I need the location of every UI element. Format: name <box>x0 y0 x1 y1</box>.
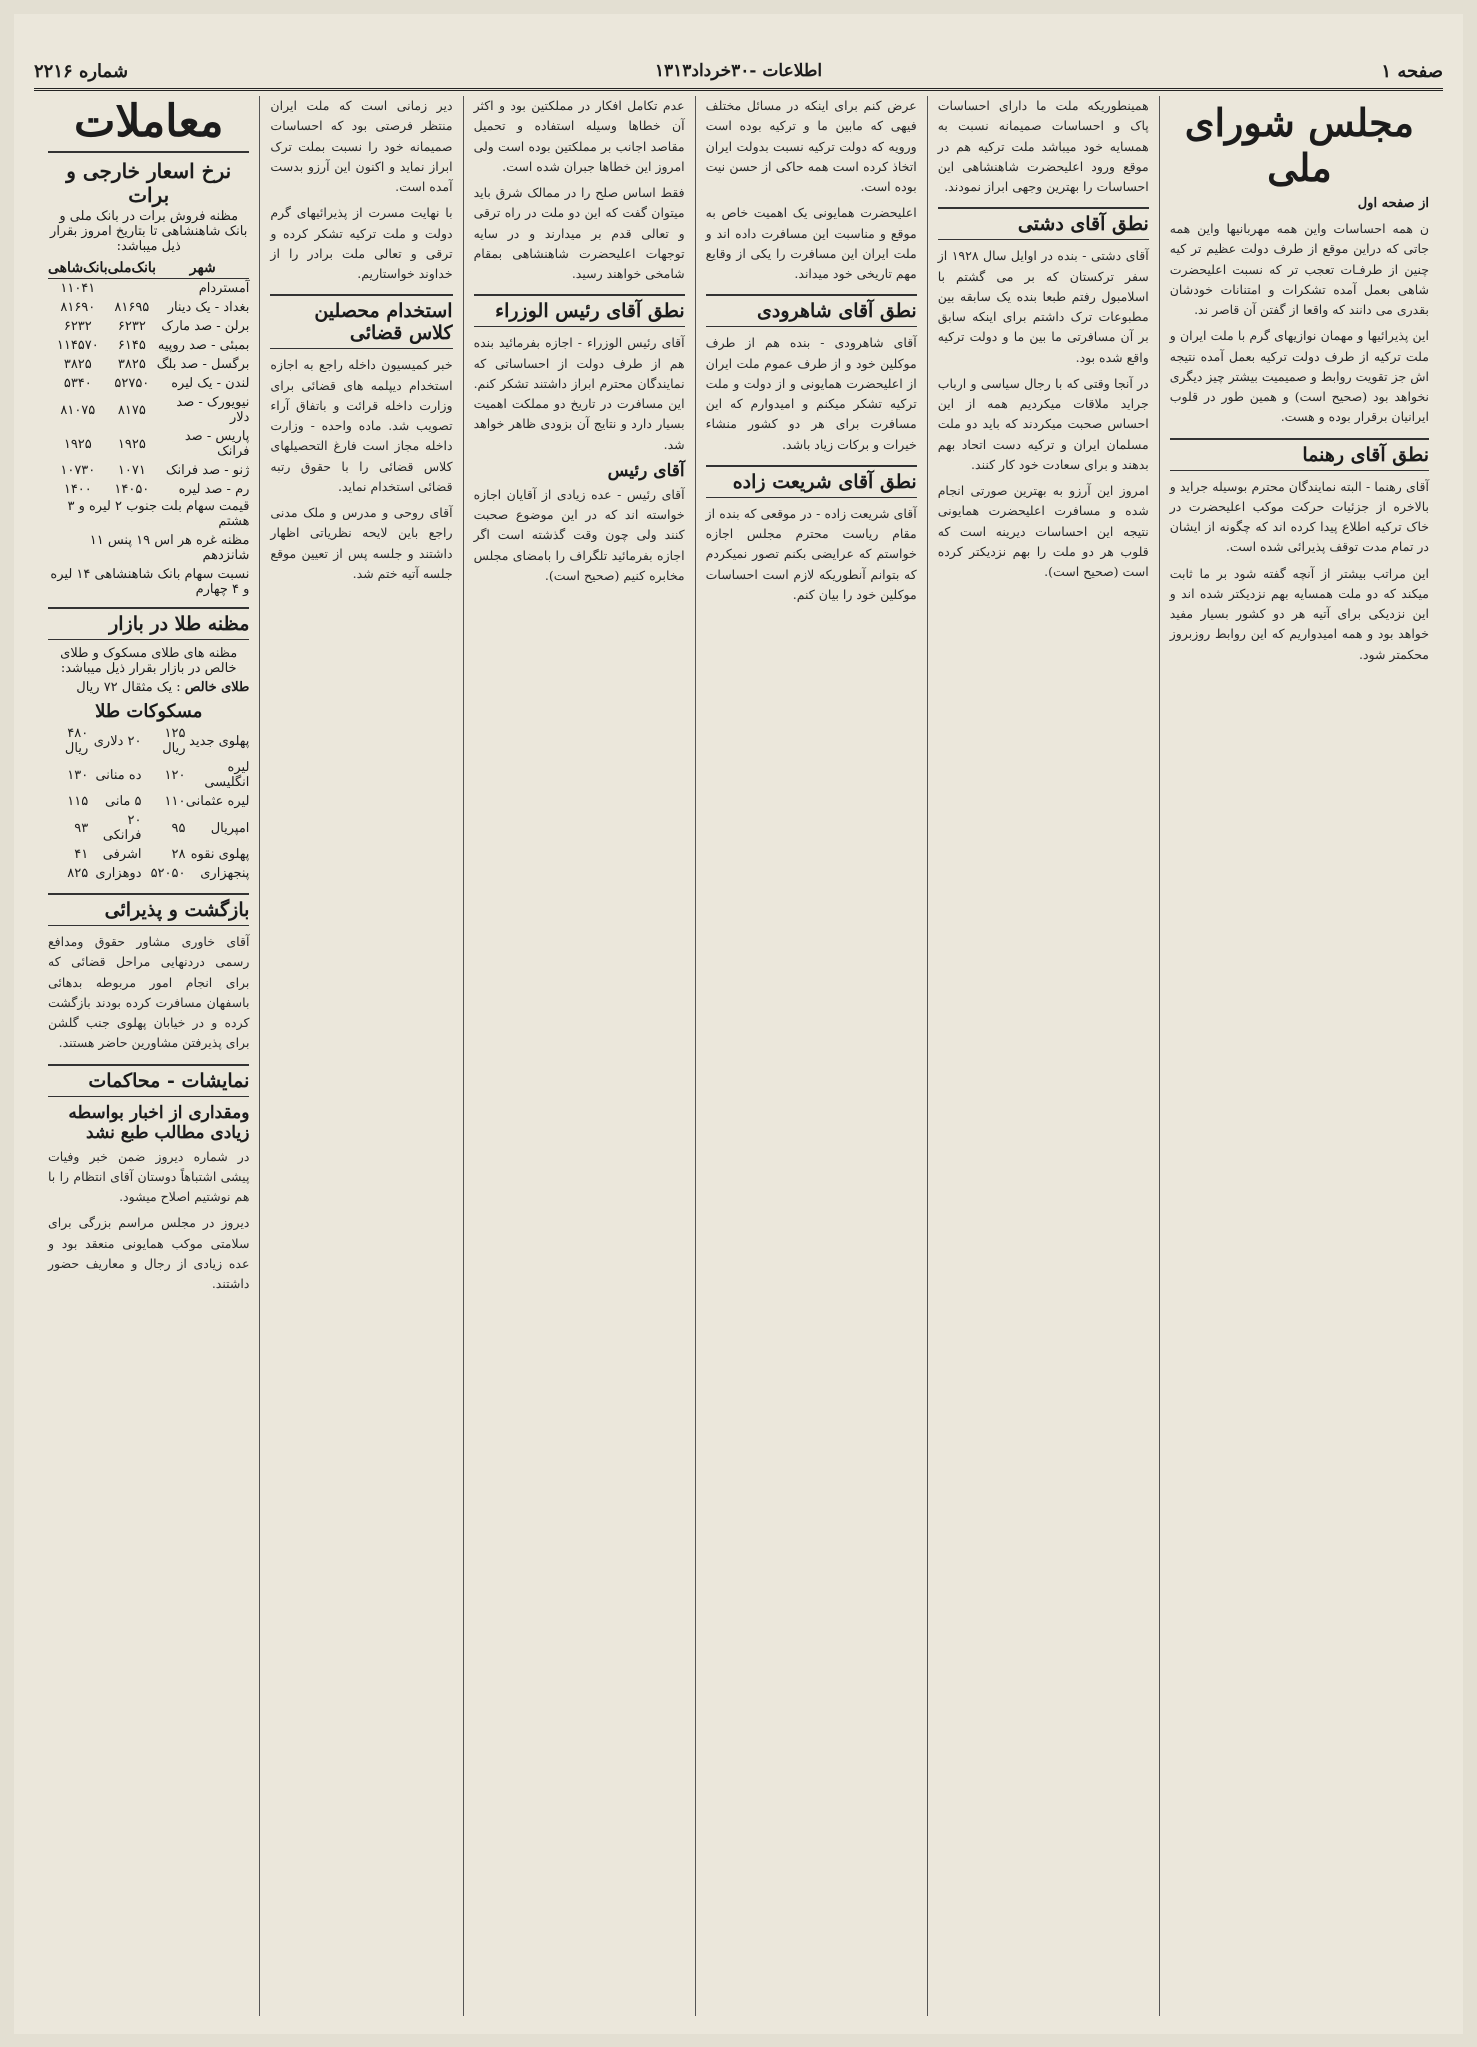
cell: امپریال <box>210 820 250 836</box>
cell: اشرفی <box>102 847 142 862</box>
column-dashti <box>928 96 1160 2016</box>
cell: ۱۱۰۴۱ <box>60 281 96 296</box>
table-row <box>48 374 249 393</box>
gold-pure-label: طلای خالص <box>184 680 250 695</box>
issue-date: اطلاعات -۳۰خرداد۱۳۱۳ <box>654 61 823 81</box>
rates-header-city: شهر <box>156 258 249 279</box>
cell: ۸۱۶۹۰ <box>60 300 96 315</box>
cell: ۱۳۰ <box>67 767 89 783</box>
rahnama-body-2: این مراتب بیشتر از آنچه گفته شود بر ما ثابت میکند که دو ملت همسایه بهم نزدیکتر شده اند و این نزدیکی برای آتیه هر دو کشور بسیار مفید خواهد بود و همه امیدواریم که این روابط روزبروز محکمتر شود. <box>1169 565 1429 662</box>
dashti-body-1: همینطوریکه ملت ما دارای احساسات پاک و احساسات صمیمانه نسبت به همسایه خود میباشد ملت ترکیه هم در موقع ورود اعلیحضرت شاهنشاهی این احساسات را بهترین وجهی ابراز نمودند. <box>937 98 1149 194</box>
cell: بغداد - یک دینار <box>167 300 250 315</box>
pm-title: نطق آقای رئیس الوزراء <box>474 294 685 327</box>
shahroudi-body-1: عرض کنم برای اینکه در مسائل مختلف فیهی که مابین ما و ترکیه بوده است ورویه که دولت ترکیه نسبت بدولت ایران اتخاذ کرده است همه حاکی از حسن نیت بوده است. <box>705 98 917 194</box>
shows-body: در شماره دیروز ضمن خبر وفیات پیشی اشتباهاً دوستان آقای انتظام را با هم نوشتیم اصلاح میشود. <box>48 1148 250 1204</box>
cell: ۴۱ <box>74 847 89 862</box>
rates-table <box>48 258 249 499</box>
table-row <box>48 393 249 427</box>
table-row <box>48 864 249 883</box>
employment-body-1: خبر کمیسیون داخله راجع به اجازه استخدام دیپلمه های قضائی برای وزارت داخله قرائت و باتفاق آراء تصویب شد. ماده واحده - وزارت داخله مجاز است فارغ التحصیلهای کلاس قضائی را با حقوق رتبه قضائی استخدام نماید. <box>270 357 453 494</box>
parliament-continued: از صفحه اول <box>1357 196 1429 211</box>
table-row <box>48 811 249 845</box>
table-row <box>48 279 249 299</box>
cell: پاریس - صد فرانک <box>184 429 250 459</box>
dashti-body-4: امروز این آرزو به بهترین صورتی انجام شده و مسافرت اعلیحضرت همایونی نتیجه این احساسات دیرینه است که قلوب هر دو ملت را بهم نزدیکتر کرده است (صحیح است). <box>937 483 1149 579</box>
cell: بمبئی - صد روپیه <box>157 338 250 353</box>
dashti-body-2: آقای دشتی - بنده در اوایل سال ۱۹۲۸ از سفر ترکستان که بر می گشتم با اسلامبول رفتم طبعا بنده یک سابقه بین مطبوعات ترک داشتم برای اینکه سابق بر آن مسافرتی ما بین ما و دولت ترکیه واقع شده بود. <box>937 248 1149 365</box>
cell: لیره عثمانی <box>185 794 250 809</box>
pm-body-3: آقای رئیس الوزراء - اجازه بفرمائید بنده هم از طرف دولت از احساساتی که نمایندگان محترم ابراز داشتند تشکر کنم. این مسافرت در تاریخ دو مملکت اهمیت بسیار دارد و نتایج آن بزودی ظاهر خواهد شد. <box>473 335 685 452</box>
cell: ۱۱۰ <box>164 794 186 809</box>
shariatzadeh-body: آقای شریعت زاده - در موقعی که بنده از مقام ریاست محترم مجلس اجازه خواستم که عرایضی بکنم تصور نمیکردم که بتوانم آنطوریکه لازم است احساسات موکلین خود را بیان کنم. <box>705 505 917 602</box>
cell: ۸۱۶۹۵ <box>114 300 150 315</box>
cell: ۱۲۵ ریال <box>162 726 186 756</box>
issue-number: شماره ۲۲۱۶ <box>34 60 129 82</box>
cell: برلن - صد مارک <box>161 319 250 334</box>
ghod-line: مظنه غره هر اس ۱۹ پنس ۱۱ شانزدهم <box>89 533 250 563</box>
cell: ۱۹۲۵ <box>117 436 146 452</box>
cell: لیره انگلیسی <box>204 760 250 790</box>
cell: ۱۹۲۵ <box>63 436 92 452</box>
cell: ۵۲۰۵۰ <box>150 866 186 881</box>
cell: پهلوی نقوه <box>190 847 250 862</box>
table-row <box>48 298 249 317</box>
shahroudi-body-2: اعلیحضرت همایونی یک اهمیت خاص به موقع و مناسبت این مسافرت داده اند و ملت ایران این مسافرت را یکی از وقایع مهم تاریخی خود میداند. <box>705 205 917 281</box>
cell: ۱۴۰۰ <box>63 482 92 497</box>
cell: پنجهزاری <box>200 866 250 881</box>
cell: ۸۱۰۷۵ <box>60 402 96 418</box>
cell: برگسل - صد بلگ <box>156 357 250 372</box>
shariatzadeh-title: نطق آقای شریعت زاده <box>706 465 917 498</box>
gold-pure-value: یک مثقال ۷۲ ریال <box>76 680 173 695</box>
dashti-title: نطق آقای دشتی <box>938 207 1149 240</box>
cell: ۳۸۲۵ <box>63 357 92 372</box>
table-row <box>48 845 249 864</box>
stock-line: قیمت سهام بلت جنوب ۲ لیره و ۳ هشتم <box>67 499 250 529</box>
cell: ۶۲۳۲ <box>117 319 146 334</box>
gold-pure: طلای خالص : یک مثقال ۷۲ ریال <box>76 680 250 695</box>
column-telegram <box>260 96 463 2016</box>
table-row <box>48 724 249 758</box>
rates-header-melli: بانک‌ملی <box>108 258 156 279</box>
shows-subtitle: ومقداری از اخبار بواسطه زیادی مطالب طبع نشد <box>68 1102 250 1143</box>
employment-title: استخدام محصلین کلاس قضائی <box>270 294 452 349</box>
table-row <box>48 317 249 336</box>
cell: ۱۲۰ <box>164 767 186 783</box>
cell <box>108 279 156 299</box>
newspaper-page <box>14 14 1463 2034</box>
telegram-body-2: با نهایت مسرت از پذیرائیهای گرم دولت و ملت ترکیه تشکر کرده و ترقی و تعالی ملت برادر را از خداوند خواستاریم. <box>270 205 453 281</box>
cell: ۲۰ فرانکی <box>102 813 142 843</box>
columns <box>38 96 1439 2016</box>
cell: ۲۸ <box>171 847 186 862</box>
column-finance <box>38 96 260 2016</box>
coins-table <box>48 724 249 883</box>
parliament-body-1: ن همه احساسات واین همه مهربانیها واین همه جاتی که دراین موقع از طرف دولت عظیم تر کیه چنین از طرفـات تعجب تر که نسبت اعلیحضرت شاهی بعمل آمده تشکرات و امتنانات خودشان بقدری می دانند که واقعا از گفتن آن قاصر ند. <box>1169 221 1429 317</box>
rahnama-body-1: آقای رهنما - البته نمایندگان محترم بوسیله جراید و بالاخره از جزئیات حرکت موکب اعلیحضرت در خاک ترکیه اطلاع پیدا کرده اند که چگونه از ایشان در تمام مدت توقف پذیرائی شده است. <box>1169 478 1429 555</box>
cell: ۹۳ <box>74 820 89 836</box>
finance-title: معاملات <box>48 96 249 153</box>
page-header <box>34 54 1443 91</box>
coins-title: مسکوکات طلا <box>95 701 203 722</box>
shahi-line: نسبت سهام بانک شاهنشاهی ۱۴ لیره و ۴ چهارم <box>50 567 250 597</box>
cell: ۳۸۲۵ <box>117 357 146 372</box>
rahnama-title: نطق آقای رهنما <box>1170 438 1429 471</box>
cell: ۱۰۷۳۰ <box>60 463 96 478</box>
table-row <box>48 758 249 792</box>
rates-header-shahi: بانک‌شاهی <box>48 258 108 279</box>
president-body: آقای رئیس - عده زیادی از آقایان اجازه خواسته اند که در این موضوع صحبت کنند ولی چون وقت گذشته است اگر اجازه بفرمائید تلگراف را بامضای مجلس مخابره کنیم (صحیح است). <box>473 486 685 583</box>
column-shahroudi <box>696 96 928 2016</box>
table-row <box>48 461 249 480</box>
pm-body-2: فقط اساس صلح را در ممالک شرق باید میتوان گفت که این دو ملت در راه ترقی و تعالی قدم بر میدارند و در سایه توجهات اعلیحضرت شاهنشاهی بمقام شامخی خواهند رسید. <box>473 185 685 281</box>
cell: لندن - یک لیره <box>171 376 250 391</box>
return-body: آقای خاوری مشاور حقوق ومدافع رسمی دردنهایی مراحل قضائی که برای انجام امور مربوطه بدهائی باسفهان مسافرت کرده بودند بازگشت کرده و در خیابان پهلوی جنب گلشن برای پذیرفتن مشاورین حاضر هستند. <box>48 934 250 1051</box>
table-row <box>48 480 249 499</box>
return-title: بازگشت و پذیرائی <box>48 893 249 926</box>
parliament-title: مجلس شورای ملی <box>1184 100 1414 190</box>
cell: ۱۱۴۵۷۰ <box>56 338 99 353</box>
cell: ده منانی <box>95 767 142 783</box>
gold-note: مظنه های طلای مسکوک و طلای خالص در بازار بقرار ذیل میباشد: <box>60 646 238 676</box>
cell: ۵۳۴۰ <box>63 376 92 391</box>
page-label: صفحه ۱ <box>1381 60 1443 82</box>
cell: نیویورک - صد دلار <box>176 395 250 425</box>
cell: دوهزاری <box>95 866 142 881</box>
shahroudi-body-3: آقای شاهرودی - بنده هم از طرف موکلین خود و از طرف عموم ملت ایران از اعلیحضرت همایونی و از دولت و ملت ترکیه تشکر میکنم و امیدوارم که این مسافرت برای هر دو کشور منشاء خیرات و برکات زیاد باشد. <box>705 335 917 452</box>
shows-body-2: دیروز در مجلس مراسم بزرگی برای سلامتی موکب همایونی منعقد بود و عده زیادی از رجال و معاریف حضور داشتند. <box>48 1215 250 1291</box>
cell: رم - صد لیره <box>178 482 250 497</box>
cell: ۱۱۵ <box>67 794 89 809</box>
cell: ۵۲۷۵۰ <box>114 376 150 391</box>
cell: ۵ مانی <box>105 794 142 809</box>
cell: ژنو - صد فرانک <box>165 463 250 478</box>
cell: ۶۱۴۵ <box>117 338 146 353</box>
parliament-body-2: این پذیرائیها و مهمان نوازیهای گرم با ملت ایران و ملت ترکیه از طرف دولت ترکیه بعمل آمده نتیجه اش جز تقویت روابط و صمیمیت بیشتر چیز دیگری نخواهد بود (صحیح است) و همین طور در قلوب ایرانیان برقرار بوده و هست. <box>1169 328 1429 425</box>
president-title: آقای رئیس <box>607 460 685 481</box>
telegram-body-1: دیر زمانی است که ملت ایران منتظر فرصتی بود که احساسات صمیمانه خود را نسبت بملت ترک ابراز نماید و اکنون این آرزو بدست آمده است. <box>270 98 453 194</box>
pm-body-1: عدم تکامل افکار در مملکتین بود و اکثر آن خطاها وسیله استفاده و تحمیل مقاصد اجانب بر مملکتین بوده است ولی امروز این خطاها جبران شده است. <box>473 98 685 174</box>
table-row <box>48 355 249 374</box>
cell: ۸۱۷۵ <box>117 402 146 418</box>
table-row <box>48 427 249 461</box>
rates-title: نرخ اسعار خارجی و برات <box>66 159 232 207</box>
cell: ۴۸۰ ریال <box>64 726 89 756</box>
cell: ۱۴۰۵۰ <box>114 482 150 497</box>
table-row <box>48 792 249 811</box>
column-prime-minister <box>464 96 696 2016</box>
shows-title: نمایشات - محاکمات <box>48 1064 249 1097</box>
cell: ۹۵ <box>171 820 186 836</box>
table-row <box>48 336 249 355</box>
dashti-body-3: در آنجا وقتی که با رجال سیاسی و ارباب جراید ملاقات میکردیم همه از این احساس صحبت میکردند که باید دو ملت مسلمان ایران و ترکیه دست اتحاد بهم بدهند و برای سعادت خود کار کنند. <box>937 375 1149 472</box>
cell: آمستردام <box>198 281 250 296</box>
cell: ۸۲۵ <box>67 866 89 881</box>
gold-title: مظنه طلا در بازار <box>48 607 249 640</box>
column-parliament <box>1160 96 1439 2016</box>
rates-note: مظنه فروش برات در بانک ملی و بانک شاهنشاهی تا بتاریخ امروز بقرار ذیل میباشد: <box>50 209 248 254</box>
cell: ۱۰۷۱ <box>117 463 146 478</box>
cell: ۶۲۳۲ <box>63 319 92 334</box>
employment-body-2: آقای روحی و مدرس و ملک مدنی راجع باین لایحه نظریاتی اظهار داشتند و جلسه پس از تعیین موقع جلسه آتیه ختم شد. <box>270 505 453 581</box>
shahroudi-title: نطق آقای شاهرودی <box>706 294 917 327</box>
cell: ۲۰ دلاری <box>93 733 142 749</box>
cell: پهلوی جدید <box>189 733 250 749</box>
